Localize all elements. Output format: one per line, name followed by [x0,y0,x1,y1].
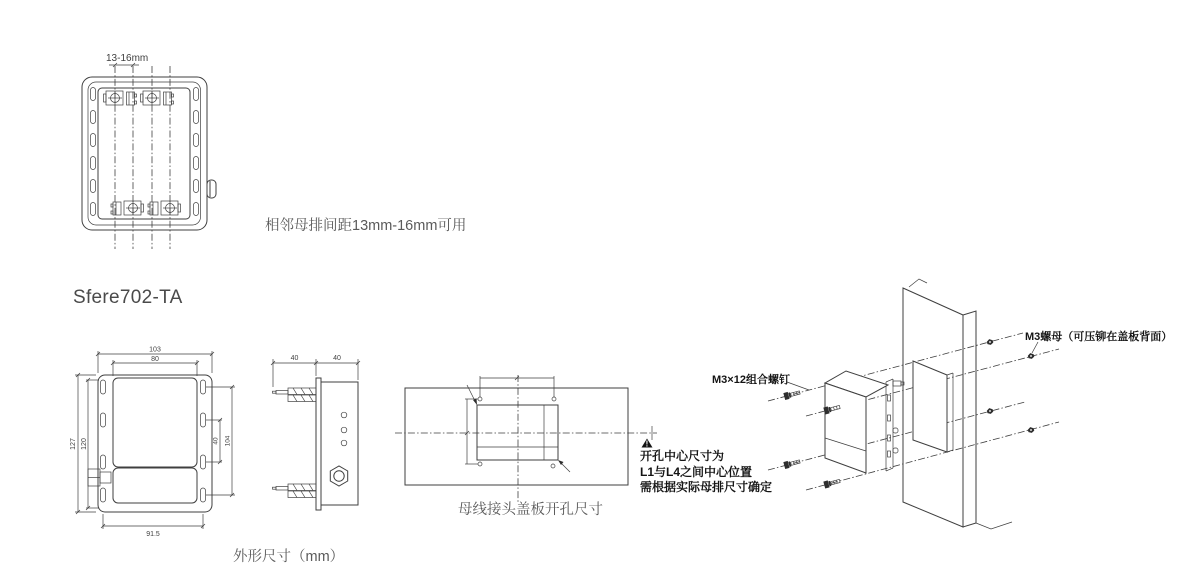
body-side [321,382,358,505]
terminal-clamp [148,201,181,215]
rear-view-caption: 相邻母排间距13mm-16mm可用 [265,218,467,234]
mounting-slots [101,380,206,502]
terminal-clamp [141,91,174,105]
hex-gland [330,466,347,486]
note-line-2: L1与L4之间中心位置 [640,464,753,479]
terminal-clamp [111,201,144,215]
note-line-3: 需根据实际母排尺寸确定 [640,480,773,494]
hole [341,440,347,446]
hole [341,427,347,433]
screw-label-leader [787,382,809,390]
screw-glyph [783,458,800,469]
terminal-clamp [104,91,137,105]
warning-icon [641,438,653,448]
hole [341,412,347,418]
cutout-caption: 母线接头盖板开孔尺寸 [458,502,603,518]
model-title: Sfere702-TA [73,287,183,308]
screw-glyph [783,389,800,400]
nut-glyph [986,338,993,345]
busbar-stud-bottom [273,484,317,498]
device-box [825,371,888,473]
side-view-drawing [255,343,375,518]
dim-40-right: 40 [333,355,341,362]
dim-127: 127 [70,438,77,450]
dim-91-5: 91.5 [146,531,160,538]
rear-dim-label: 13-16mm [106,53,149,64]
cutout-drawing [395,372,667,507]
body-outline [98,375,212,512]
nut-glyph [1027,426,1034,433]
nut-glyph [986,407,993,414]
front-view-drawing [55,336,255,556]
dim-120: 120 [81,438,88,450]
outline-caption: 外形尺寸（mm） [233,549,345,565]
exploded-view-drawing [690,270,1200,570]
cover-plate [405,388,628,485]
note-line-1: 开孔中心尺寸为 [640,449,725,463]
dim-103: 103 [149,346,161,354]
panel-cutout [913,361,953,452]
edge-slots [91,88,199,216]
busbar-stud-top [273,388,317,402]
dim-104: 104 [224,435,232,447]
dim-40-left: 40 [290,355,299,362]
rear-view-drawing [60,30,280,255]
dim-80: 80 [151,356,159,363]
screw-label: M3×12组合螺钉 [712,374,790,386]
svg-text:!: ! [645,439,649,449]
nut-label: M3螺母（可压铆在盖板背面） [1025,331,1173,343]
cutout-opening [477,405,558,460]
dim-40: 40 [212,437,220,445]
side-tab [207,180,216,198]
gland [88,469,111,486]
nut-glyph [1027,352,1034,359]
enclosure-outline [82,77,207,230]
flange [316,378,321,510]
